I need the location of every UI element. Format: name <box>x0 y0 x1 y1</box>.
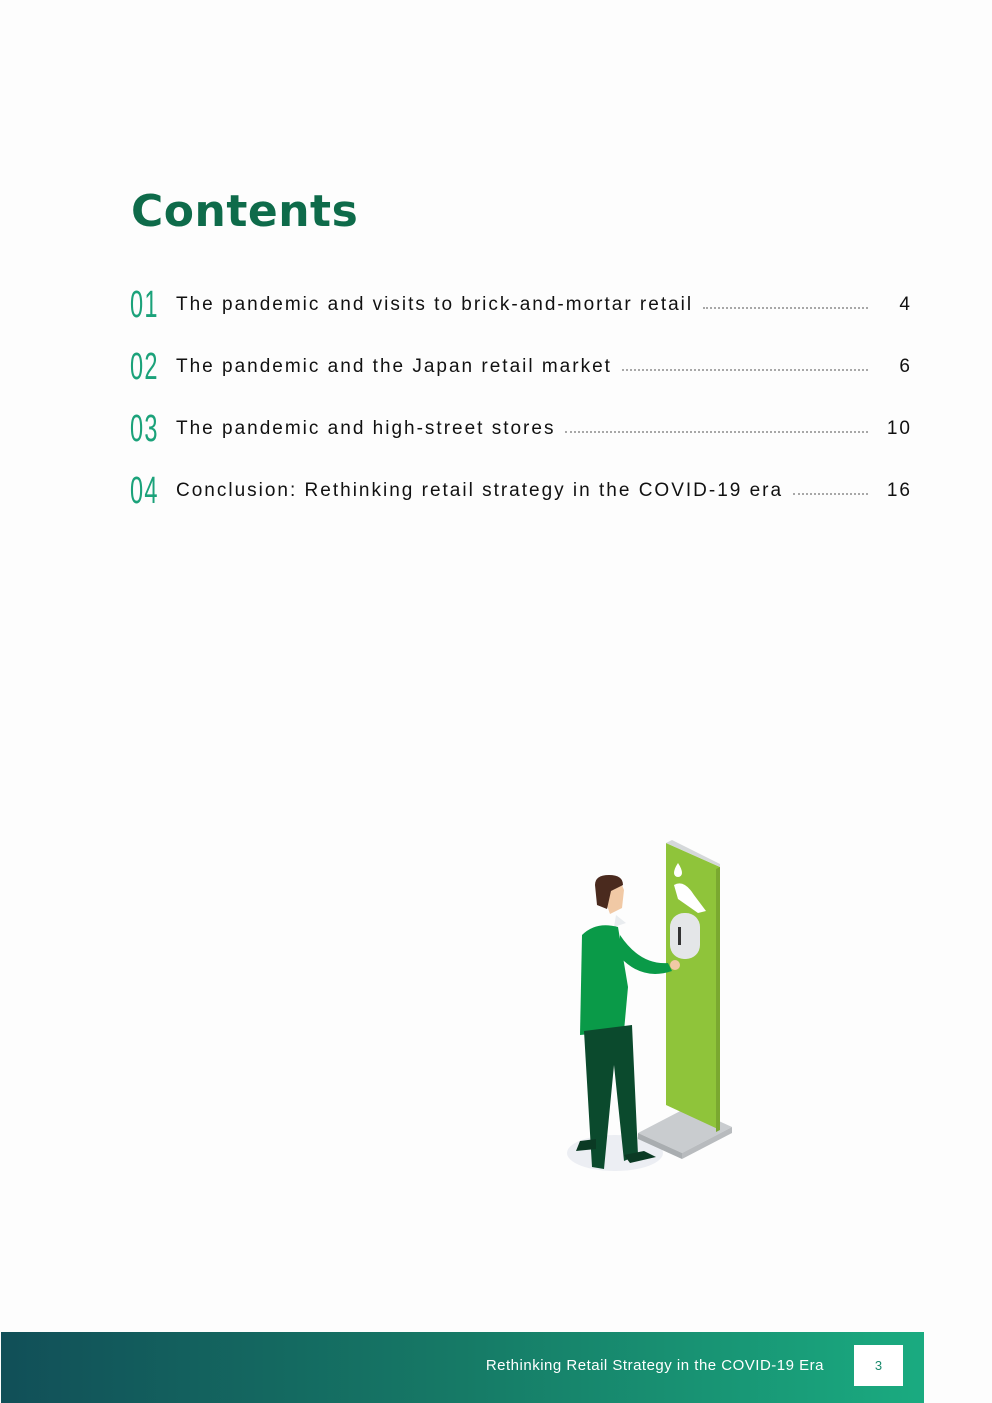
toc-page: 10 <box>886 418 912 439</box>
toc-page: 6 <box>899 356 912 377</box>
dot-leader <box>622 369 868 371</box>
dot-leader <box>565 431 868 433</box>
dot-leader <box>793 493 868 495</box>
hand-sanitizer-illustration <box>560 835 740 1180</box>
toc-number: 01 <box>130 283 159 326</box>
page-title: Contents <box>131 186 359 237</box>
toc-page: 16 <box>886 480 912 501</box>
footer-bar <box>1 1332 924 1403</box>
toc-entry[interactable] <box>130 398 912 460</box>
toc-entry[interactable] <box>130 460 912 522</box>
toc-entry[interactable] <box>130 274 912 336</box>
toc-number: 03 <box>130 407 159 450</box>
dot-leader <box>703 307 868 309</box>
toc-page: 4 <box>899 294 912 315</box>
toc-label: The pandemic and high-street stores <box>176 418 556 439</box>
toc-number: 02 <box>130 345 159 388</box>
footer-title: Rethinking Retail Strategy in the COVID-19 Era <box>485 1357 824 1374</box>
toc-label: The pandemic and visits to brick-and-mortar retail <box>176 294 694 315</box>
toc-label: Conclusion: Rethinking retail strategy in the COVID-19 era <box>176 480 784 501</box>
toc-entry[interactable] <box>130 336 912 398</box>
toc-number: 04 <box>130 469 159 512</box>
table-of-contents <box>130 274 912 522</box>
toc-label: The pandemic and the Japan retail market <box>176 356 612 377</box>
page-number: 3 <box>854 1345 903 1386</box>
